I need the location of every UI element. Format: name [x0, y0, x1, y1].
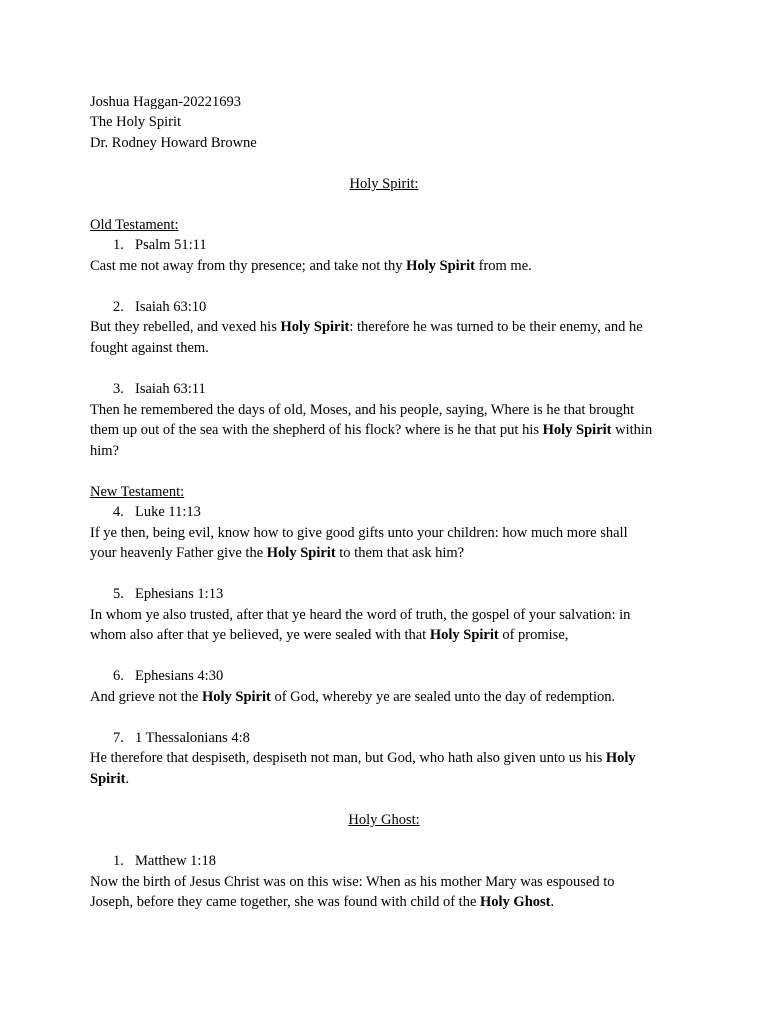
verse-line: Joseph, before they came together, she was found with child of the Holy Ghost.	[90, 894, 555, 910]
verse-line: Spirit.	[90, 771, 130, 787]
list-item-ref: 2. Isaiah 63:10	[113, 299, 207, 315]
verse-line: And grieve not the Holy Spirit of God, whereby ye are sealed unto the day of redemption.	[90, 689, 616, 705]
list-item-ref: 1. Psalm 51:11	[113, 237, 207, 253]
list-item-ref: 3. Isaiah 63:11	[113, 381, 206, 397]
verse-line: Cast me not away from thy presence; and take not thy Holy Spirit from me.	[90, 258, 532, 274]
instructor-line: Dr. Rodney Howard Browne	[90, 135, 257, 151]
list-item-ref: 6. Ephesians 4:30	[113, 668, 224, 684]
verse-line: them up out of the sea with the shepherd of his flock? where is he that put his Holy Spirit within	[90, 422, 653, 438]
list-item-ref: 7. 1 Thessalonians 4:8	[113, 730, 250, 746]
verse-line: Now the birth of Jesus Christ was on this wise: When as his mother Mary was espoused to	[90, 874, 615, 890]
verse-line: He therefore that despiseth, despiseth not man, but God, who hath also given unto us his Holy	[90, 750, 636, 766]
list-item-ref: 4. Luke 11:13	[113, 504, 201, 520]
verse-line: If ye then, being evil, know how to give good gifts unto your children: how much more shall	[90, 525, 628, 541]
list-item-ref: 1. Matthew 1:18	[113, 853, 216, 869]
verse-line: him?	[90, 443, 119, 459]
verse-line: your heavenly Father give the Holy Spirit to them that ask him?	[90, 545, 465, 561]
subheading-old-testament: Old Testament:	[90, 217, 179, 233]
verse-line: whom also after that ye believed, ye were sealed with that Holy Spirit of promise,	[90, 627, 569, 643]
verse-line: fought against them.	[90, 340, 209, 356]
verse-line: In whom ye also trusted, after that ye heard the word of truth, the gospel of your salvation: in	[90, 607, 631, 623]
subheading-new-testament: New Testament:	[90, 484, 185, 500]
verse-line: Then he remembered the days of old, Moses, and his people, saying, Where is he that brought	[90, 402, 635, 418]
author-line: Joshua Haggan-20221693	[90, 94, 242, 110]
section-heading-holy-spirit: Holy Spirit:	[349, 176, 419, 192]
list-item-ref: 5. Ephesians 1:13	[113, 586, 224, 602]
verse-line: But they rebelled, and vexed his Holy Spirit: therefore he was turned to be their enemy, and he	[90, 319, 643, 335]
course-line: The Holy Spirit	[90, 114, 182, 130]
section-heading-holy-ghost: Holy Ghost:	[348, 812, 420, 828]
